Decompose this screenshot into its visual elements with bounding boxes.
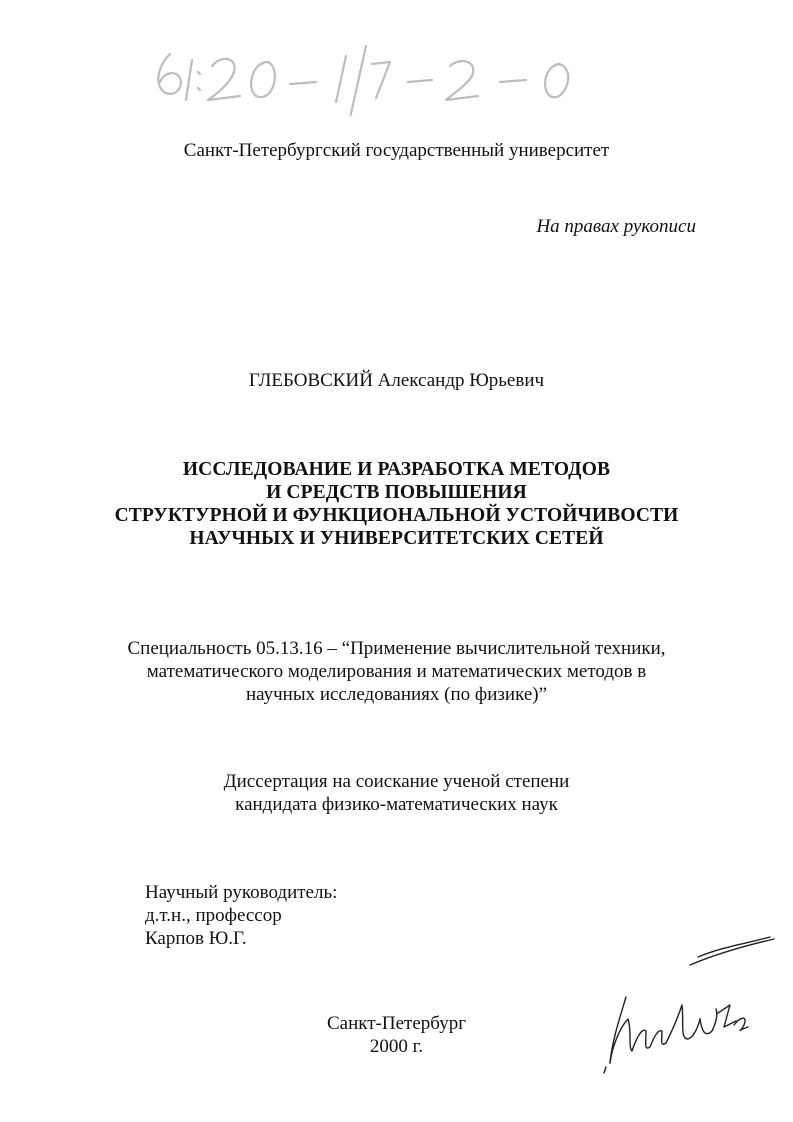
degree-line: кандидата физико-математических наук <box>235 794 558 815</box>
university-name: Санкт-Петербургский государственный университет <box>183 140 610 161</box>
signature-image <box>598 935 778 1075</box>
supervisor-line: д.т.н., профессор <box>145 905 282 926</box>
title-line: И СРЕДСТВ ПОВЫШЕНИЯ <box>266 482 527 503</box>
supervisor-line: Научный руководитель: <box>145 882 338 903</box>
city-name: Санкт-Петербург <box>326 1013 466 1034</box>
year: 2000 г. <box>369 1036 424 1057</box>
degree-line: Диссертация на соискание ученой степени <box>223 771 570 792</box>
title-line: ИССЛЕДОВАНИЕ И РАЗРАБОТКА МЕТОДОВ <box>182 459 611 480</box>
specialty-line: математического моделирования и математических методов в <box>146 661 647 682</box>
title-line: НАУЧНЫХ И УНИВЕРСИТЕТСКИХ СЕТЕЙ <box>189 528 604 549</box>
handwritten-catalog-number <box>140 26 600 116</box>
supervisor-line: Карпов Ю.Г. <box>145 928 247 949</box>
specialty-line: Специальность 05.13.16 – “Применение вычислительной техники, <box>127 638 666 659</box>
author-name: ГЛЕБОВСКИЙ Александр Юрьевич <box>248 370 545 391</box>
specialty-block <box>0 637 793 706</box>
title-line: СТРУКТУРНОЙ И ФУНКЦИОНАЛЬНОЙ УСТОЙЧИВОСТИ <box>114 505 679 526</box>
supervisor-block <box>145 881 337 950</box>
specialty-line: научных исследованиях (по физике)” <box>245 684 548 705</box>
manuscript-rights-note: На правах рукописи <box>536 216 696 237</box>
dissertation-title <box>0 458 793 550</box>
degree-statement <box>0 770 793 816</box>
